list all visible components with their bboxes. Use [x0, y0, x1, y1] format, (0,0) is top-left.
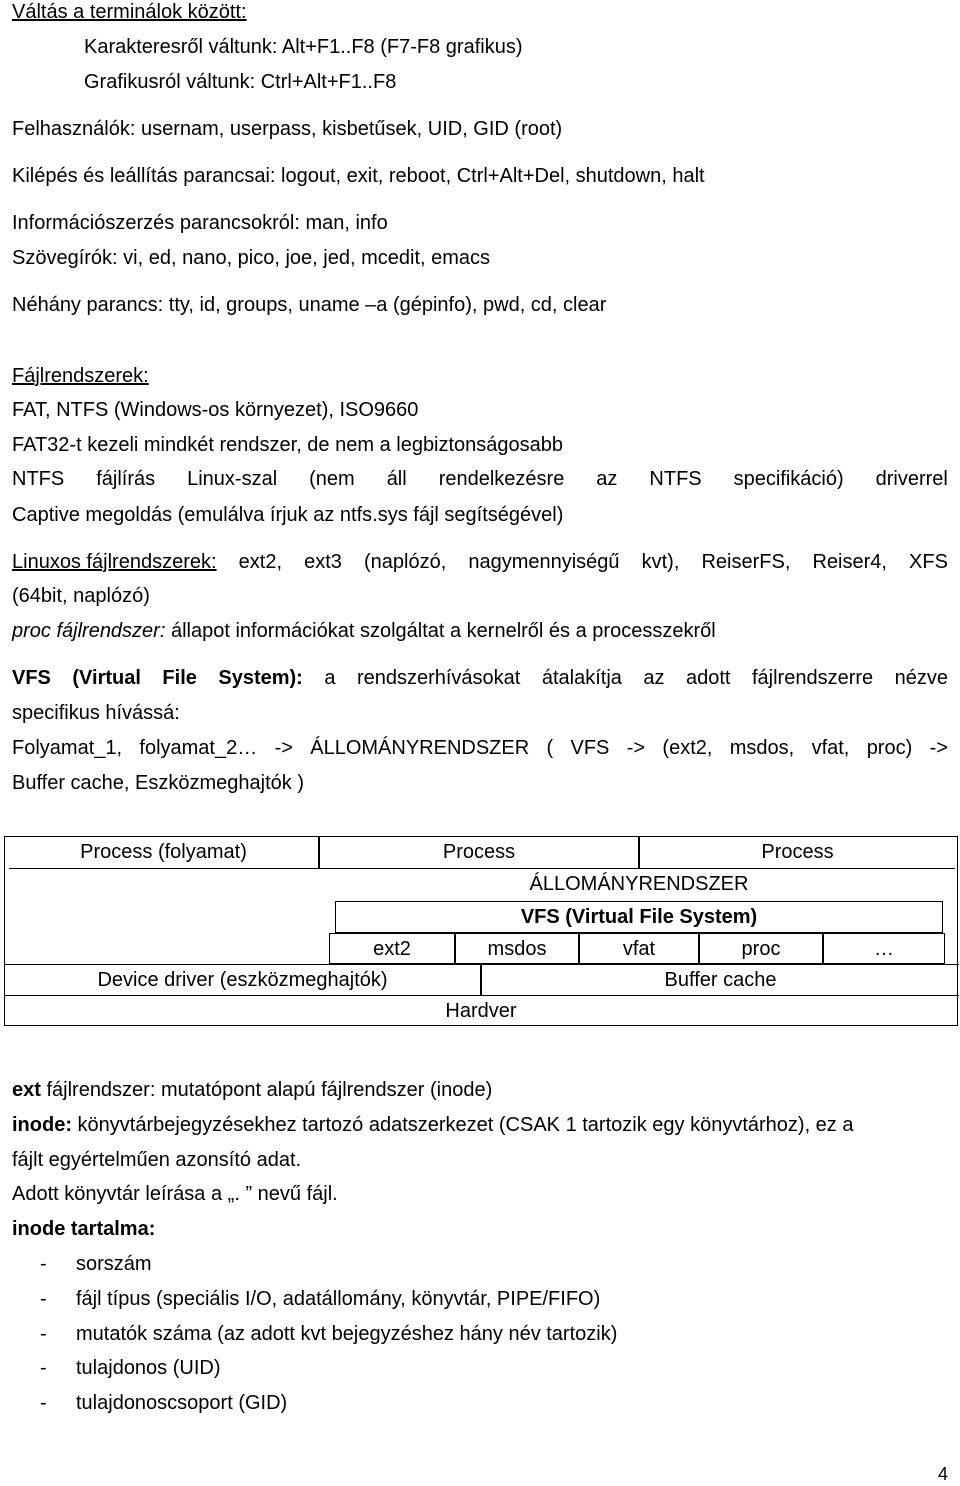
list-item: - mutatók száma (az adott kvt bejegyzéshez hány név tartozik) [40, 1323, 618, 1345]
proc-line [12, 619, 716, 643]
word: specifikáció) [733, 468, 844, 490]
word: XFS [909, 551, 948, 573]
word: (ext2, [662, 737, 713, 759]
word: vfat, [811, 737, 850, 759]
word: (naplózó, [363, 551, 447, 573]
terminals-graphic-switch: Grafikusról váltunk: Ctrl+Alt+F1..F8 [84, 71, 397, 93]
word: -> [929, 737, 948, 759]
vfs-cell: VFS (Virtual File System) [335, 901, 943, 933]
word: az [596, 468, 618, 490]
word: folyamat_2… [139, 737, 258, 759]
word: áll [386, 468, 407, 490]
list-item: - tulajdonoscsoport (GID) [40, 1392, 288, 1414]
word: fájlrendszerre [751, 667, 874, 689]
word: adott [686, 667, 731, 689]
word: rendelkezésre [438, 468, 565, 490]
dir-desc-line: Adott könyvtár leírása a „. ” nevű fájl. [12, 1183, 338, 1205]
fs-type-more: … [823, 933, 945, 964]
proc-text: állapot információkat szolgáltat a kernelről és a processzekről [165, 620, 716, 642]
device-driver-cell: Device driver (eszközmeghajtók) [5, 964, 481, 996]
word: nagymennyiségű [468, 551, 620, 573]
word: msdos, [729, 737, 795, 759]
fs-line2: FAT32-t kezeli mindkét rendszer, de nem a legbiztonságosabb [12, 434, 564, 456]
fs-type-ext2: ext2 [329, 933, 455, 964]
word: File [162, 667, 197, 689]
fs-type-proc: proc [699, 933, 823, 964]
users-line: Felhasználók: usernam, userpass, kisbetűsek, UID, GID (root) [12, 118, 563, 140]
process-cell-2: Process [319, 837, 639, 869]
word: VFS [570, 737, 610, 759]
process-folyamat-cell: Process (folyamat) [9, 837, 319, 869]
word: ( [546, 737, 554, 759]
fs-heading: Fájlrendszerek: [12, 365, 149, 387]
editors-line: Szövegírók: vi, ed, nano, pico, joe, jed, mcedit, emacs [12, 247, 491, 269]
list-item: - tulajdonos (UID) [40, 1357, 221, 1379]
commands-line: Néhány parancs: tty, id, groups, uname –a (gépinfo), pwd, cd, clear [12, 294, 607, 316]
fs-type-vfat: vfat [579, 933, 699, 964]
architecture-diagram [4, 836, 958, 1026]
word: driverrel [875, 468, 948, 490]
vfs-cont: specifikus hívássá: [12, 702, 180, 724]
buffer-cache-cell: Buffer cache [481, 964, 959, 996]
inode-label: inode: [12, 1114, 72, 1136]
inode-line [12, 1113, 853, 1137]
word: rendszerhívásokat [356, 667, 521, 689]
list-item: - sorszám [40, 1253, 152, 1275]
proc-label: proc fájlrendszer: [12, 620, 166, 642]
word: a [324, 667, 336, 689]
word: NTFS [649, 468, 702, 490]
fs-line4: Captive megoldás (emulálva írjuk az ntfs.sys fájl segítségével) [12, 504, 564, 526]
word: (Virtual [72, 667, 141, 689]
inode-contents-heading: inode tartalma: [12, 1218, 156, 1240]
word: ext3 [304, 551, 342, 573]
fs-type-msdos: msdos [455, 933, 579, 964]
word: Folyamat_1, [12, 737, 123, 759]
linux-fs-cont: (64bit, naplózó) [12, 585, 150, 607]
linux-fs-label: Linuxos fájlrendszerek: [12, 551, 217, 573]
allomanyrendszer-label: ÁLLOMÁNYRENDSZER [529, 873, 749, 895]
terminals-title: Váltás a terminálok között: [12, 1, 247, 23]
inode-text: könyvtárbejegyzésekhez tartozó adatszerkezet (CSAK 1 tartozik egy könyvtárhoz), ez a [72, 1114, 854, 1136]
word: proc) [866, 737, 913, 759]
word: ext2, [238, 551, 282, 573]
inode-cont: fájlt egyértelműen azonsító adat. [12, 1149, 302, 1171]
word: fájlírás [96, 468, 156, 490]
linux-fs-line [12, 550, 948, 574]
ext-text: fájlrendszer: mutatópont alapú fájlrendszer (inode) [40, 1079, 493, 1101]
info-line: Információszerzés parancsokról: man, info [12, 212, 388, 234]
word: az [643, 667, 665, 689]
word: nézve [894, 667, 948, 689]
word: NTFS [12, 468, 65, 490]
page-number: 4 [937, 1464, 948, 1484]
fs-line1: FAT, NTFS (Windows-os környezet), ISO9660 [12, 399, 419, 421]
word: System): [218, 667, 303, 689]
word: VFS [12, 667, 51, 689]
flow-cont: Buffer cache, Eszközmeghajtók ) [12, 772, 304, 794]
fs-ntfs-line [12, 467, 948, 491]
list-item: - fájl típus (speciális I/O, adatállomány, könyvtár, PIPE/FIFO) [40, 1288, 601, 1310]
word: Linux-szal [187, 468, 278, 490]
terminals-text-switch: Karakteresről váltunk: Alt+F1..F8 (F7-F8 grafikus) [84, 36, 523, 58]
ext-label: ext [12, 1079, 41, 1101]
word: átalakítja [541, 667, 622, 689]
ext-line [12, 1078, 492, 1102]
exit-line: Kilépés és leállítás parancsai: logout, exit, reboot, Ctrl+Alt+Del, shutdown, halt [12, 165, 705, 187]
word: kvt), [641, 551, 680, 573]
word: Reiser4, [812, 551, 887, 573]
word: -> [626, 737, 646, 759]
flow-line [12, 736, 948, 760]
process-cell-3: Process [639, 837, 955, 869]
vfs-line [12, 666, 948, 690]
word: ÁLLOMÁNYRENDSZER [310, 737, 530, 759]
word: ReiserFS, [701, 551, 791, 573]
word: -> [274, 737, 293, 759]
hardver-cell: Hardver [445, 1000, 517, 1022]
word: (nem [309, 468, 355, 490]
